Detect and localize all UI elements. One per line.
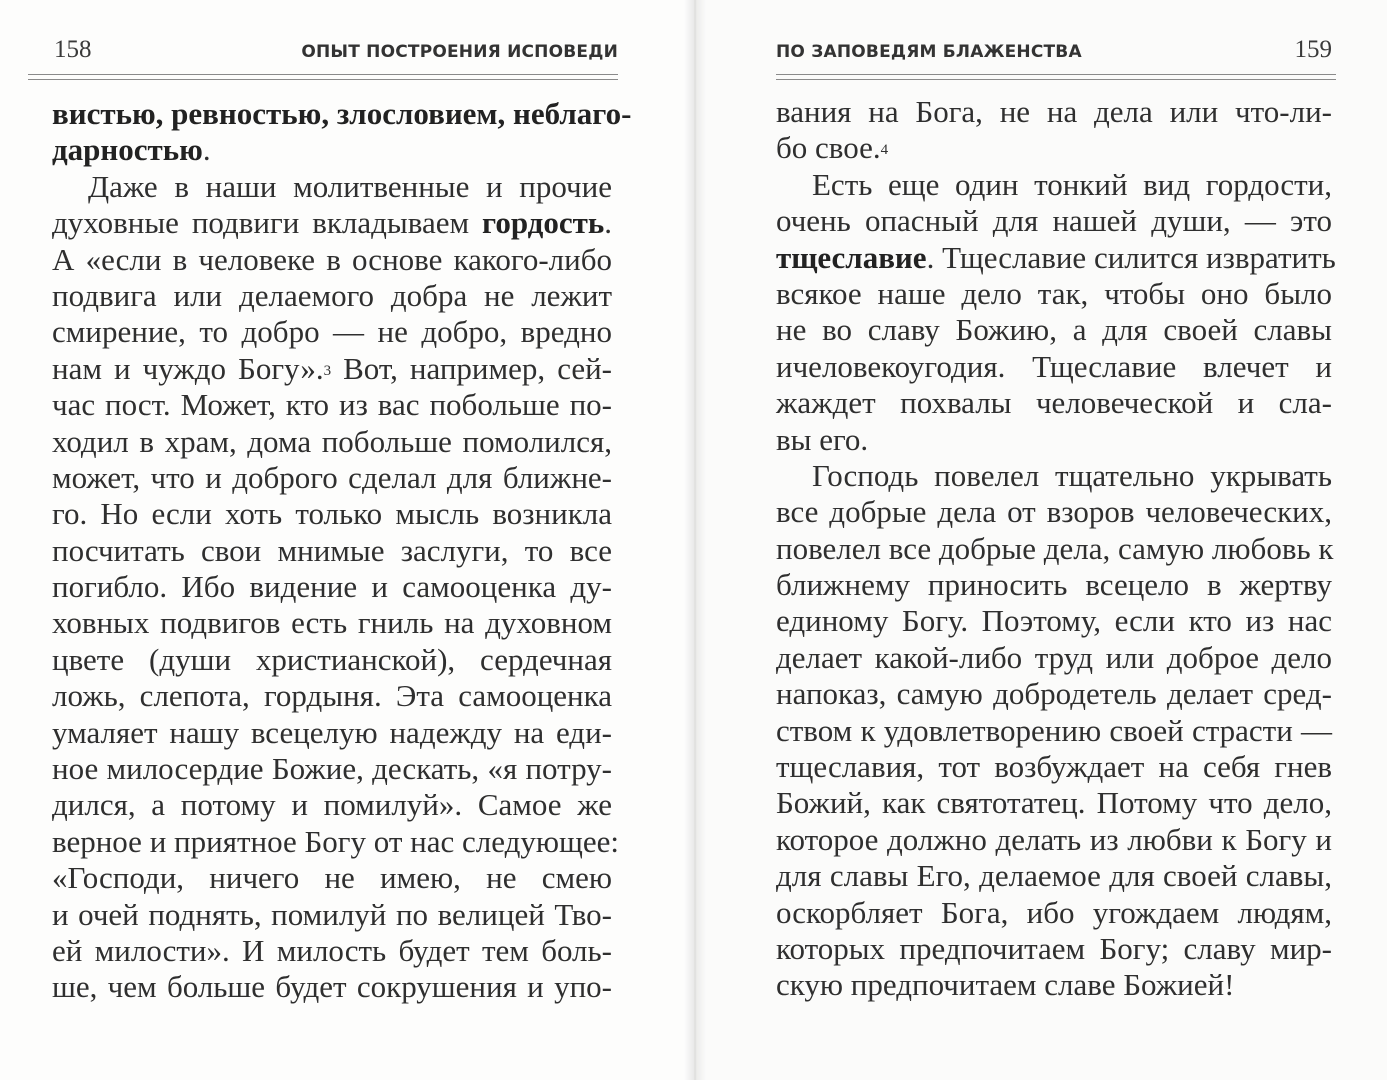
right-page [694,0,1387,1080]
text-line: всякое наше дело так, чтобы оно было [776,275,1332,311]
text-line: все добрые дела от взоров человеческих, [776,494,1332,530]
text-line: жаждет похвалы человеческой и сла- [776,385,1332,421]
right-page-text [776,94,1336,1004]
text-line: вистью, ревностью, злословием, неблаго- [52,96,632,131]
footnote-ref: 3 [323,362,332,379]
text-line: цвете (души христианской), сердечная [52,641,612,677]
text-line: повелел все добрые дела, самую любовь к [776,530,1334,566]
text-line: не во славу Божию, а для своей славы [776,312,1332,348]
text-line: верное и приятное Богу от нас следующее: [52,823,620,859]
right-page-header [776,30,1336,70]
text-line: го. Но если хоть только мысль возникла [52,496,612,532]
running-title: ПО ЗАПОВЕДЯМ БЛАЖЕНСТВА [776,42,1082,62]
text-line: единому Богу. Поэтому, если кто из нас [776,603,1332,639]
text-line: посчитать свои мнимые заслуги, то все [52,532,612,568]
header-rule [776,74,1336,80]
footnote-ref: 4 [880,142,889,159]
text-line: вы его. [776,421,869,457]
left-page-text [52,96,632,1006]
text-line: дился, а потому и помилуй». Самое же [52,787,612,823]
text-line: Есть еще один тонкий вид гордости, [812,166,1332,202]
page-number: 158 [54,36,92,63]
text-line: духовные подвиги вкладываем гордость. [52,205,612,241]
text-line: оскорбляет Бога, ибо угождаем людям, [776,894,1332,930]
text-line: ством к удовлетворению своей страсти — [776,712,1332,748]
text-line: которое должно делать из любви к Богу и [776,821,1332,857]
text-line: тщеславия, тот возбуждает на себя гнев [776,749,1332,785]
text-line: ичеловекоугодия. Тщеславие влечет и [776,348,1332,384]
text-line: умаляет нашу всецелую надежду на еди- [52,714,612,750]
text-line: нам и чуждо Богу».$^3$ Вот, например, сей- [52,350,613,386]
text-line: дарностью. [52,132,211,168]
text-line: подвига или делаемого добра не лежит [52,277,612,313]
text-line: ходил в храм, дома побольше помолился, [52,423,612,459]
page-number: 159 [1294,36,1332,63]
text-line: ей милости». И милость будет тем боль- [52,932,612,968]
text-line: ховных подвигов есть гниль на духовном [52,605,612,641]
text-line: которых предпочитаем Богу; славу мир- [776,930,1332,966]
text-line: напоказ, самую добродетель делает сред- [776,676,1332,712]
text-line: ше, чем больше будет сокрушения и упо- [52,969,612,1005]
header-rule [28,74,618,80]
text-line: Господь повелел тщательно укрывать [812,457,1332,493]
text-line: тщеславие. Тщеславие силится извратить [776,239,1336,275]
text-line: вания на Бога, не на дела или что-ли- [776,94,1332,129]
text-line: смирение, то добро — не добро, вредно [52,314,612,350]
text-line: может, что и доброго сделал для ближне- [52,459,612,495]
left-page-header [28,30,618,70]
text-line: «Господи, ничего не имею, не смею [52,860,612,896]
text-line: ложь, слепота, гордыня. Эта самооценка [52,678,612,714]
text-line: погибло. Ибо видение и самооценка ду- [52,569,612,605]
book-gutter [684,0,706,1080]
text-line: час пост. Может, кто из вас побольше по- [52,387,612,423]
text-line: скую предпочитаем славе Божией! [776,967,1235,1003]
text-line: Даже в наши молитвенные и прочие [88,168,612,204]
text-line: и очей поднять, помилуй по велицей Тво- [52,896,612,932]
text-line: для славы Его, делаемое для своей славы, [776,858,1332,894]
text-line: делает какой-либо труд или доброе дело [776,639,1332,675]
text-line: ближнему приносить всецело в жертву [776,567,1332,603]
text-line: очень опасный для нашей души, — это [776,203,1332,239]
text-line: А «если в человеке в основе какого-либо [52,241,612,277]
text-line: бо свое.$^4$ [776,130,889,166]
running-title: ОПЫТ ПОСТРОЕНИЯ ИСПОВЕДИ [301,42,618,62]
text-line: ное милосердие Божие, дескать, «я потру- [52,751,612,787]
text-line: Божий, как святотатец. Потому что дело, [776,785,1332,821]
